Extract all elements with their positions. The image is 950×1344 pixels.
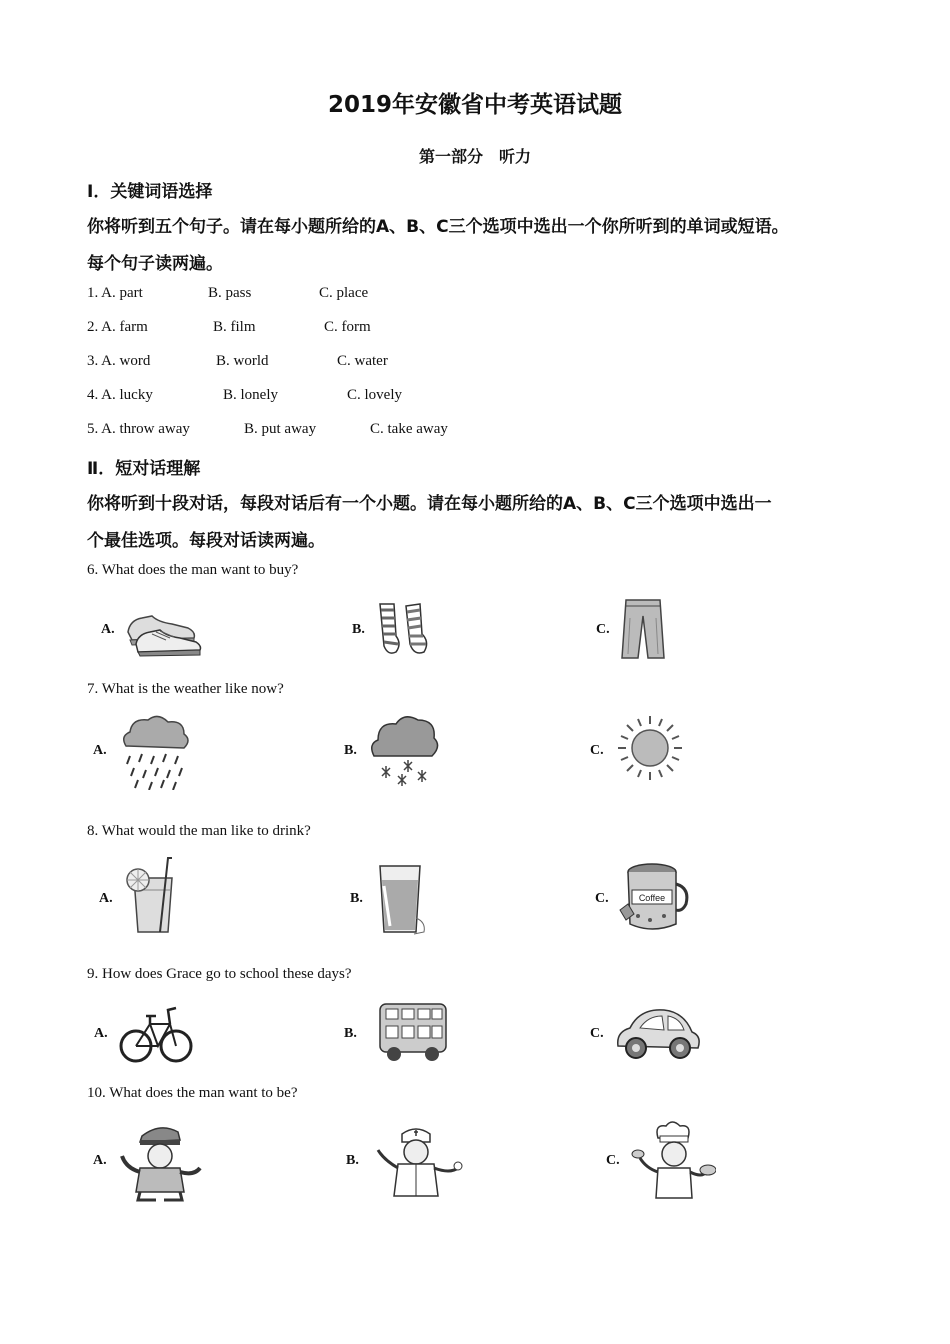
question-6-text: 6. What does the man want to buy? xyxy=(87,562,299,578)
q8-label-c: C. xyxy=(595,891,609,906)
cook-icon xyxy=(630,1118,716,1208)
q8-label-a: A. xyxy=(99,891,113,906)
part-title: 第一部分 听力 xyxy=(418,147,531,166)
doctor-icon xyxy=(370,1120,464,1206)
policeman-icon xyxy=(116,1120,206,1206)
question-5-option-a: 5. A. throw away xyxy=(87,421,190,437)
q9-label-a: A. xyxy=(94,1026,108,1041)
question-9-text: 9. How does Grace go to school these days? xyxy=(87,966,352,982)
bicycle-icon xyxy=(118,998,194,1072)
page-title: 2019年安徽省中考英语试题 xyxy=(327,92,622,118)
q7-label-c: C. xyxy=(590,743,604,758)
q10-label-a: A. xyxy=(93,1153,107,1168)
section1-heading: I．关键词语选择 xyxy=(87,182,213,202)
section1-instruction-line2: 每个句子读两遍。 xyxy=(87,254,223,274)
question-2-option-a: 2. A. farm xyxy=(87,319,148,335)
section2-heading: Ⅱ．短对话理解 xyxy=(87,459,201,479)
snow-cloud-icon xyxy=(368,710,440,794)
q7-label-b: B. xyxy=(344,743,357,758)
q8-label-b: B. xyxy=(350,891,363,906)
bus-icon xyxy=(374,1000,452,1068)
question-2-option-c: C. form xyxy=(324,319,371,335)
question-3-option-a: 3. A. word xyxy=(87,353,151,369)
coffee-mug-label: Coffee xyxy=(638,893,666,903)
question-10-text: 10. What does the man want to be? xyxy=(87,1085,298,1101)
q6-label-c: C. xyxy=(596,622,610,637)
q6-label-b: B. xyxy=(352,622,365,637)
question-5-option-c: C. take away xyxy=(370,421,448,437)
trousers-icon xyxy=(620,598,666,664)
water-glass-icon xyxy=(374,862,430,940)
socks-icon xyxy=(374,600,434,664)
question-1-option-c: C. place xyxy=(319,285,369,301)
rain-cloud-icon xyxy=(118,712,192,794)
q9-label-b: B. xyxy=(344,1026,357,1041)
question-5-option-b: B. put away xyxy=(244,421,317,437)
section2-instruction-line1: 你将听到十段对话，每段对话后有一个小题。请在每小题所给的A、B、C三个选项中选出一 xyxy=(87,494,772,514)
question-7-text: 7. What is the weather like now? xyxy=(87,681,284,697)
question-1-option-a: 1. A. part xyxy=(87,285,143,301)
coffee-mug-icon xyxy=(616,860,692,940)
car-icon xyxy=(612,1002,702,1068)
q10-label-b: B. xyxy=(346,1153,359,1168)
question-2-option-b: B. film xyxy=(213,319,256,335)
q6-label-a: A. xyxy=(101,622,115,637)
section2-instruction-line2: 个最佳选项。每段对话读两遍。 xyxy=(87,531,325,551)
question-1-option-b: B. pass xyxy=(208,285,252,301)
question-4-option-a: 4. A. lucky xyxy=(87,387,153,403)
section1-instruction-line1: 你将听到五个句子。请在每小题所给的A、B、C三个选项中选出一个你所听到的单词或短语。 xyxy=(87,217,789,237)
sun-icon xyxy=(614,712,686,788)
question-4-option-c: C. lovely xyxy=(347,387,402,403)
question-4-option-b: B. lonely xyxy=(223,387,278,403)
q10-label-c: C. xyxy=(606,1153,620,1168)
q7-label-a: A. xyxy=(93,743,107,758)
question-3-option-b: B. world xyxy=(216,353,269,369)
q9-label-c: C. xyxy=(590,1026,604,1041)
sneakers-icon xyxy=(122,602,204,662)
juice-glass-icon xyxy=(122,856,184,938)
question-8-text: 8. What would the man like to drink? xyxy=(87,823,311,839)
question-3-option-c: C. water xyxy=(337,353,388,369)
